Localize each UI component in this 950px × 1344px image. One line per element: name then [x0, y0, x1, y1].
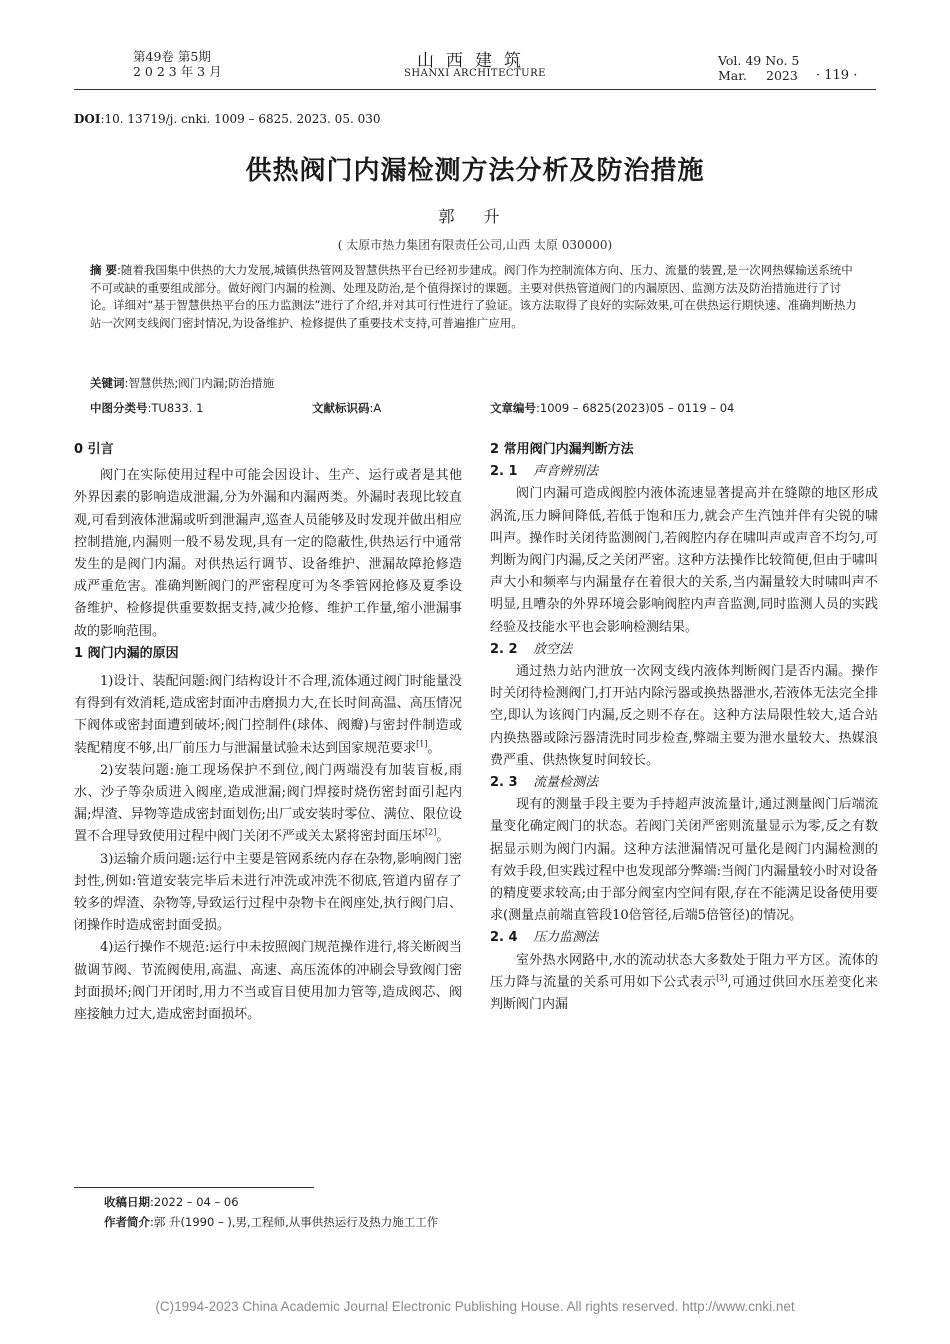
received-label: 收稿日期 — [104, 1195, 150, 1209]
subsection-2-2-title: 放空法 — [533, 641, 573, 657]
section-1-heading: 1 阀门内漏的原因 — [74, 645, 179, 661]
clc-label: 中图分类号 — [90, 401, 148, 415]
doc-value: :A — [369, 401, 382, 415]
citation-3: [3] — [716, 973, 728, 983]
subsection-2-4-paragraph — [490, 950, 878, 1017]
footnote-rule — [74, 1187, 314, 1188]
art-label: 文章编号 — [490, 401, 536, 415]
section-0-paragraph: 阀门在实际使用过程中可能会因设计、生产、运行或者是其他外界因素的影响造成泄漏,分为外漏和内漏两类。外漏时表现比较直观,可看到液体泄漏或听到泄漏声,巡查人员能够及时发现并做出相应控制措施,内漏则一般不易发现,具有一定的隐蔽性,供热运行中通常发生的是阀门内漏。对供热运行调节、设备维护、泄漏故障抢修造成严重危害。准确判断阀门的严密程度可为冬季管网抢修及夏季设备维护、检修提供重要数据支持,减少抢修、维护工作量,缩小泄漏事故的影响范围。 — [74, 468, 462, 639]
subsection-2-3-number: 2. 3 — [490, 775, 518, 791]
left-column — [74, 439, 462, 1026]
header-left — [133, 49, 222, 79]
author-name: 郭 升 — [438, 207, 512, 226]
bio-label: 作者简介 — [104, 1215, 150, 1229]
keywords-label: 关键词 — [90, 376, 125, 390]
header-right — [718, 53, 878, 83]
subsection-2-4-heading — [490, 927, 878, 949]
journal-title-en: SHANXI ARCHITECTURE — [404, 68, 546, 79]
doi-line — [74, 112, 381, 126]
subsection-2-1-number: 2. 1 — [490, 464, 518, 480]
keywords — [90, 375, 860, 393]
footnote — [104, 1192, 438, 1232]
subsection-2-1-heading — [490, 461, 878, 483]
section-1-item-1 — [74, 671, 462, 760]
subsection-2-1-paragraph: 阀门内漏可造成阀腔内液体流速显著提高并在缝隙的地区形成涡流,压力瞬间降低,若低于饱和压力,就会产生汽蚀并伴有尖锐的啸叫声。操作时关闭待监测阀门,若阀腔内存在啸叫声或声音不均匀,可判断为阀门内漏,反之关闭严密。这种方法操作比较简便,但由于啸叫声大小和频率与内漏量存在着很大的关系,当内漏量较大时啸叫声不明显,且嘈杂的外界环境会影响阀腔内声音监测,同时监测人员的实践经验及技能水平也会影响检测结果。 — [490, 486, 878, 635]
abstract-label: 摘 要 — [90, 263, 118, 277]
received-date — [104, 1192, 438, 1212]
author-affiliation: ( 太原市热力集团有限责任公司,山西 太原 030000) — [337, 238, 613, 252]
volume-number-en: Vol. 49 No. 5 — [718, 53, 800, 68]
article-title: 供热阀门内漏检测方法分析及防治措施 — [245, 156, 705, 186]
section-1-item-3: 3)运输介质问题:运行中主要是管网系统内存在杂物,影响阀门密封性,例如:管道安装完毕后未进行冲洗或冲洗不彻底,管道内留存了较多的焊渣、杂物等,导致运行过程中杂物卡在阀座处,执行阀门启、闭操作时造成密封面受损。 — [74, 851, 462, 934]
section-1-item-1-end: 。 — [427, 740, 441, 756]
doc-label: 文献标识码 — [312, 401, 370, 415]
doi-value: :10. 13719/j. cnki. 1009 – 6825. 2023. 05. 030 — [100, 112, 381, 126]
article-number — [490, 400, 734, 416]
art-value: :1009 – 6825(2023)05 – 0119 – 04 — [536, 401, 735, 415]
abstract — [90, 262, 860, 332]
subsection-2-4-number: 2. 4 — [490, 930, 518, 946]
month-en: Mar. — [718, 68, 747, 83]
section-1-item-4: 4)运行操作不规范:运行中未按照阀门规范操作进行,将关断阀当做调节阀、节流阀使用,高温、高速、高压流体的冲刷会导致阀门密封面损坏;阀门开闭时,用力不当或盲目使用加力管等,造成阀芯、阀座接触力过大,造成密封面损坏。 — [74, 940, 462, 1023]
clc-number — [90, 400, 203, 416]
author-bio — [104, 1212, 438, 1232]
document-code — [312, 400, 381, 416]
section-1-item-2-text: 2)安装问题:施工现场保护不到位,阀门两端没有加装盲板,雨水、沙子等杂质进入阀座,造成泄漏;阀门焊接时烧伤密封面引起内漏;焊渣、异物等造成密封面划伤;出厂或安装时零位、满位、限位设置不合理导致使用过程中阀门关闭不严或关太紧将密封面压坏 — [74, 762, 462, 845]
doi-label: DOI — [74, 112, 101, 126]
subsection-2-1-title: 声音辨别法 — [533, 464, 599, 480]
header-rule — [74, 89, 876, 90]
subsection-2-3-heading — [490, 772, 878, 794]
section-1-item-1-text: 1)设计、装配问题:阀门结构设计不合理,流体通过阀门时能量没有得到有效消耗,造成密封面冲击磨损力大,在长时间高温、高压情况下阀体或密封面遭到破坏;阀门控制件(球体、阀瓣)与密封件制造或装配精度不够,出厂前压力与泄漏量试验未达到国家规范要求 — [74, 674, 462, 756]
subsection-2-4-title: 压力监测法 — [533, 930, 599, 946]
subsection-2-2-paragraph: 通过热力站内泄放一次网支线内液体判断阀门是否内漏。操作时关闭待检测阀门,打开站内除污器或换热器泄水,若液体无法完全排空,即认为该阀门内漏,反之则不存在。这种方法局限性较大,适合站内换热器或除污器清洗时同步检查,弊端主要为泄水量较大、热媒浪费严重、供热恢复时间较长。 — [490, 664, 878, 768]
subsection-2-2-number: 2. 2 — [490, 641, 518, 657]
volume-issue: 第49卷 第5期 — [133, 49, 211, 64]
abstract-text: :随着我国集中供热的大力发展,城镇供热管网及智慧供热平台已经初步建成。阀门作为控制流体方向、压力、流量的装置,是一次网热媒输送系统中不可或缺的重要组成部分。做好阀门内漏的检测、处理及防治,是个值得探讨的课题。主要对供热管道阀门的内漏原因、监测方法及防治措施进行了讨论。详细对“基于智慧供热平台的压力监测法”进行了介绍,并对其可行性进行了验证。该方法取得了良好的实际效果,可在供热运行期快速、准确判断热力站一次网支线阀门密封情况,为设备维护、检修提供了重要技术支持,可普遍推广应用。 — [90, 263, 857, 330]
section-0-heading: 0 引言 — [74, 442, 114, 457]
section-2-heading: 2 常用阀门内漏判断方法 — [490, 442, 634, 457]
citation-2: [2] — [425, 828, 437, 838]
subsection-2-4-text: 室外热水网路中,水的流动状态大多数处于阻力平方区。流体的压力降与流量的关系可用如下公式表示 — [490, 952, 878, 990]
right-column — [490, 439, 878, 1016]
subsection-2-2-heading — [490, 639, 878, 661]
bio-value: :郭 升(1990 – ),男,工程师,从事供热运行及热力施工工作 — [150, 1215, 439, 1229]
subsection-2-3-paragraph: 现有的测量手段主要为手持超声波流量计,通过测量阀门后端流量变化确定阀门的状态。若阀门关闭严密则流量显示为零,反之有数据显示则为阀门内漏。这种方法泄漏情况可量化是阀门内漏检测的有效手段,但实践过程中也发现部分弊端:当阀门内漏量较小时对设备的精度要求较高;由于部分阀室内空间有限,存在不能满足设备使用要求(测量点前端直管段10倍管径,后端5倍管径)的情况。 — [490, 797, 878, 924]
keywords-text: :智慧供热;阀门内漏;防治措施 — [124, 376, 275, 390]
clc-value: :TU833. 1 — [147, 401, 204, 415]
journal-title-cn: 山西建筑 — [417, 51, 533, 71]
section-1-item-2-end: 。 — [436, 829, 450, 845]
subsection-2-4-end: ,可通过供回水压差变化来判断阀门内漏 — [490, 974, 878, 1013]
subsection-2-3-title: 流量检测法 — [533, 775, 599, 791]
year-en: 2023 — [766, 68, 798, 83]
issue-date: 2 0 2 3 年 3 月 — [133, 64, 222, 79]
citation-1: [1] — [416, 739, 428, 749]
received-value: :2022 – 04 – 06 — [150, 1195, 239, 1209]
copyright-notice: (C)1994-2023 China Academic Journal Electronic Publishing House. All rights reserved. http://www.cnki.net — [155, 1299, 795, 1314]
page-number: · 119 · — [816, 68, 858, 83]
section-1-item-2 — [74, 760, 462, 849]
